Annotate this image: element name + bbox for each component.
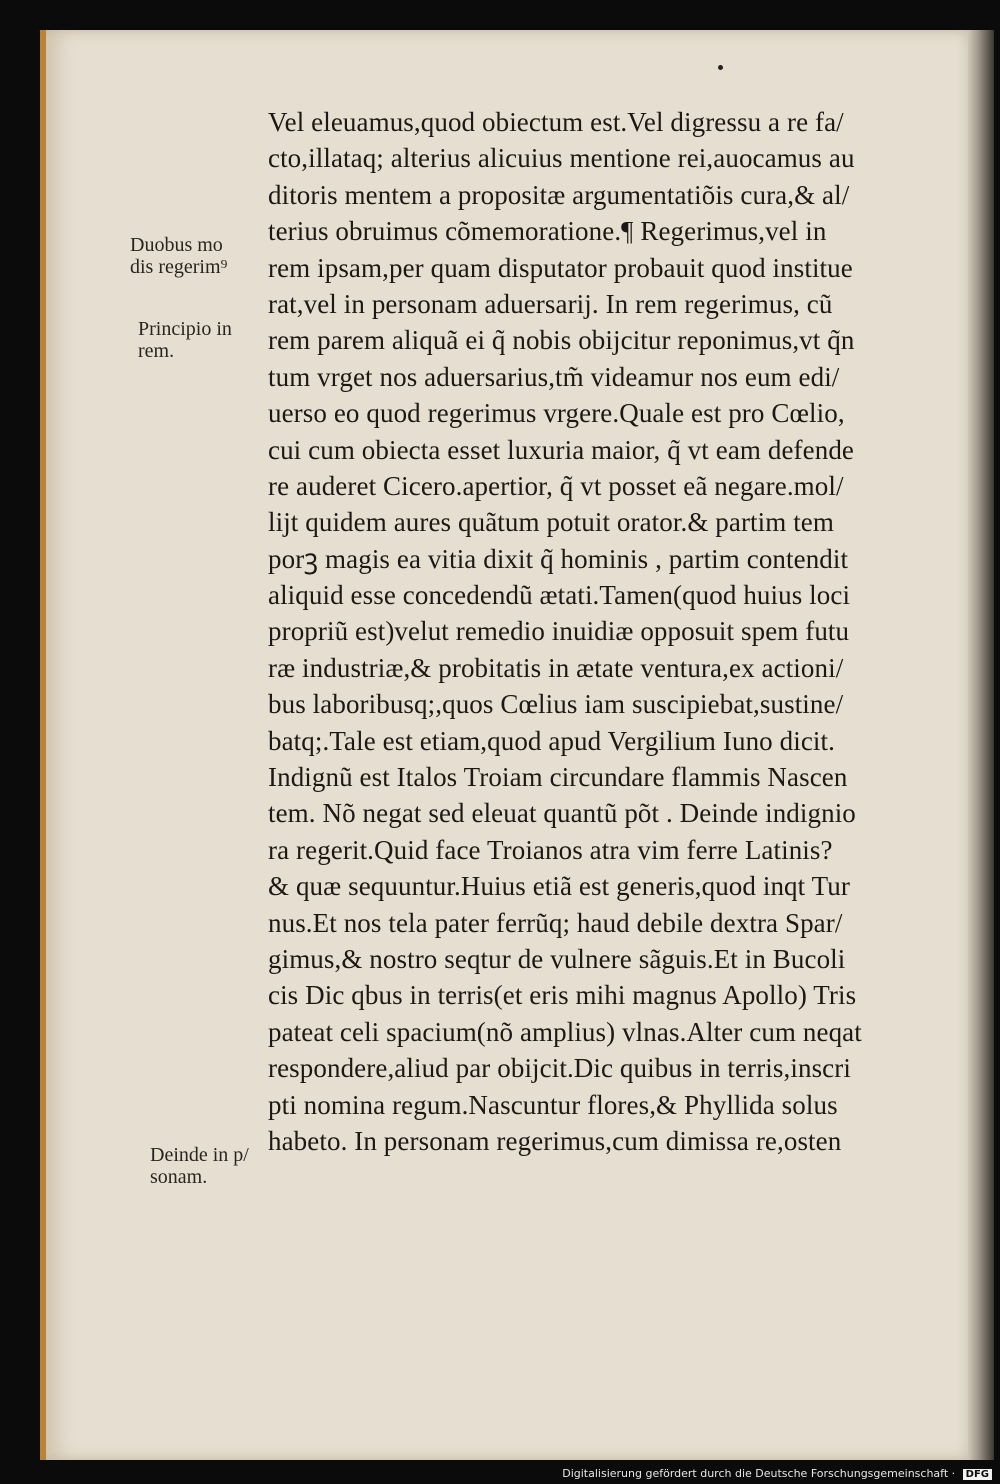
text-line: & quæ sequuntur.Huius etiã est generis,quod inqt Tur [268,871,850,902]
margin-note-deinde [150,1144,249,1188]
text-line: nus.Et nos tela pater ferrũq; haud debile dextra Spar/ [268,907,843,938]
margin-note-line: Duobus mo [130,234,223,256]
margin-note-line: dis regerim⁹ [130,256,228,278]
text-line: cis Dic qbus in terris(et eris mihi magnus Apollo) Tris [268,980,857,1011]
text-line: rat,vel in personam aduersarij. In rem regerimus, cũ [268,288,833,319]
text-line: batq;.Tale est etiam,quod apud Vergilium Iuno dicit. [268,725,835,756]
margin-note-line: Deinde in p/ [150,1144,249,1166]
text-line: cui cum obiecta esset luxuria maior, q̃ vt eam defende [268,434,854,465]
text-line: porꝫ magis ea vitia dixit q̃ hominis , partim contendit [268,543,849,574]
text-line: Indignũ est Italos Troiam circundare flammis Nascen [268,762,848,793]
margin-note-duobus [130,234,228,278]
body-text [268,104,968,1159]
margin-note-principio [138,318,232,362]
text-line: ræ industriæ,& probitatis in ætate ventura,ex actioni/ [268,652,844,683]
text-line: respondere,aliud par obijcit.Dic quibus in terris,inscri [268,1053,851,1084]
text-line: tem. Nõ negat sed eleuat quantũ põt . Deinde indignio [268,798,856,829]
digitization-credit [562,1467,992,1480]
margin-note-line: Principio in [138,318,232,340]
text-line: habeto. In personam regerimus,cum dimissa re,osten [268,1125,842,1156]
margin-note-line: sonam. [150,1166,208,1188]
text-line: tum vrget nos aduersarius,tm̃ videamur nos eum edi/ [268,361,840,392]
text-line: bus laboribusq;,quos Cœlius iam suscipiebat,sustine/ [268,689,844,720]
text-line: rem parem aliquã ei q̃ nobis obijcitur reponimus,vt q̃n [268,325,855,356]
credit-text: Digitalisierung gefördert durch die Deutsche Forschungsgemeinschaft · [562,1467,956,1480]
page-edge [968,30,994,1460]
margin-note-line: rem. [138,340,175,362]
text-line: lijt quidem aures quãtum potuit orator.& partim tem [268,507,834,538]
text-line: Vel eleuamus,quod obiectum est.Vel digressu a re fa/ [268,107,844,137]
dfg-logo: DFG [963,1469,992,1480]
text-line: cto,illataq; alterius alicuius mentione rei,auocamus au [268,143,855,174]
text-line: ditoris mentem a propositæ argumentatiõis cura,& al/ [268,179,850,210]
text-line: terius obruimus cõmemoratione.¶ Regerimus,vel in [268,216,827,247]
text-line: ra regerit.Quid face Troianos atra vim ferre Latinis? [268,834,833,865]
text-line: aliquid esse concedendũ ætati.Tamen(quod huius loci [268,580,851,611]
text-line: pateat celi spacium(nõ amplius) vlnas.Alter cum neqat [268,1016,862,1047]
ink-dot [718,65,723,70]
text-line: rem ipsam,per quam disputator probauit quod institue [268,252,853,283]
text-line: propriũ est)velut remedio inuidiæ opposuit spem futu [268,616,850,647]
text-line: pti nomina regum.Nascuntur flores,& Phyllida solus [268,1089,838,1120]
text-line: uerso eo quod regerimus vrgere.Quale est pro Cœlio, [268,398,845,429]
text-line: re auderet Cicero.apertior, q̃ vt posset eã negare.mol/ [268,470,844,501]
text-line: gimus,& nostro seqtur de vulnere sãguis.Et in Bucoli [268,943,846,974]
